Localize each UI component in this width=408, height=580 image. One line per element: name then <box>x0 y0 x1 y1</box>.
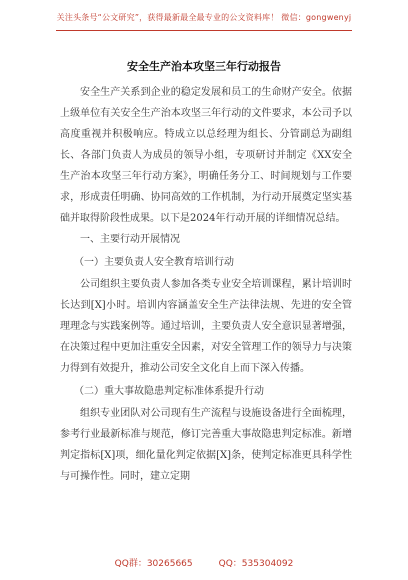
subsection-paragraph-2: 组织专业团队对公司现有生产流程与设施设备进行全面梳理，参考行业最新标准与规范，修订完善重大事故隐患判定标准。新增判定指标[X]项，细化量化判定依据[X]条，使判定标准更具科学性与可操作性。同时，建立定期 <box>60 408 352 482</box>
footer-qq: QQ：535304092 <box>218 559 294 569</box>
header-banner: 关注头条号“公文研究”，获得最新最全最专业的公文资料库！ 微信：gongwenyj <box>56 13 352 22</box>
subsection-paragraph-1: 公司组织主要负责人参加各类专业安全培训课程，累计培训时长达到[X]小时。培训内容涵盖安全生产法律法规、先进的安全管理理念与实践案例等。通过培训，主要负责人安全意识显著增强，在决策过程中更加注重安全因素，对安全管理工作的领导力与决策力得到有效提升，推动公司安全文化自上而下深入传播。 <box>60 279 352 374</box>
header-divider <box>56 30 352 31</box>
section-heading: 一、主要行动开展情况 <box>80 234 180 245</box>
document-title: 安全生产治本攻坚三年行动报告 <box>127 60 281 73</box>
intro-paragraph: 安全生产关系到企业的稳定发展和员工的生命财产安全。依据上级单位有关安全生产治本攻坚三年行动的文件要求，本公司予以高度重视并积极响应。特成立以总经理为组长、分管副总为副组长、各部门负责人为成员的领导小组，专项研讨并制定《XX安全生产治本攻坚三年行动方案》，明确任务分工、时间规划与工作要求，形成责任明确、协同高效的工作机制，为行动开展奠定坚实基础并取得阶段性成果。以下是2024年行动开展的详细情况总结。 <box>60 87 352 224</box>
footer-contact <box>0 556 408 569</box>
document-body <box>60 82 352 487</box>
subsection-heading-2: （二）重大事故隐患判定标准体系提升行动 <box>74 386 264 397</box>
footer-qq-group: QQ群：30265665 <box>114 559 193 569</box>
subsection-heading-1: （一）主要负责人安全教育培训行动 <box>74 257 234 268</box>
